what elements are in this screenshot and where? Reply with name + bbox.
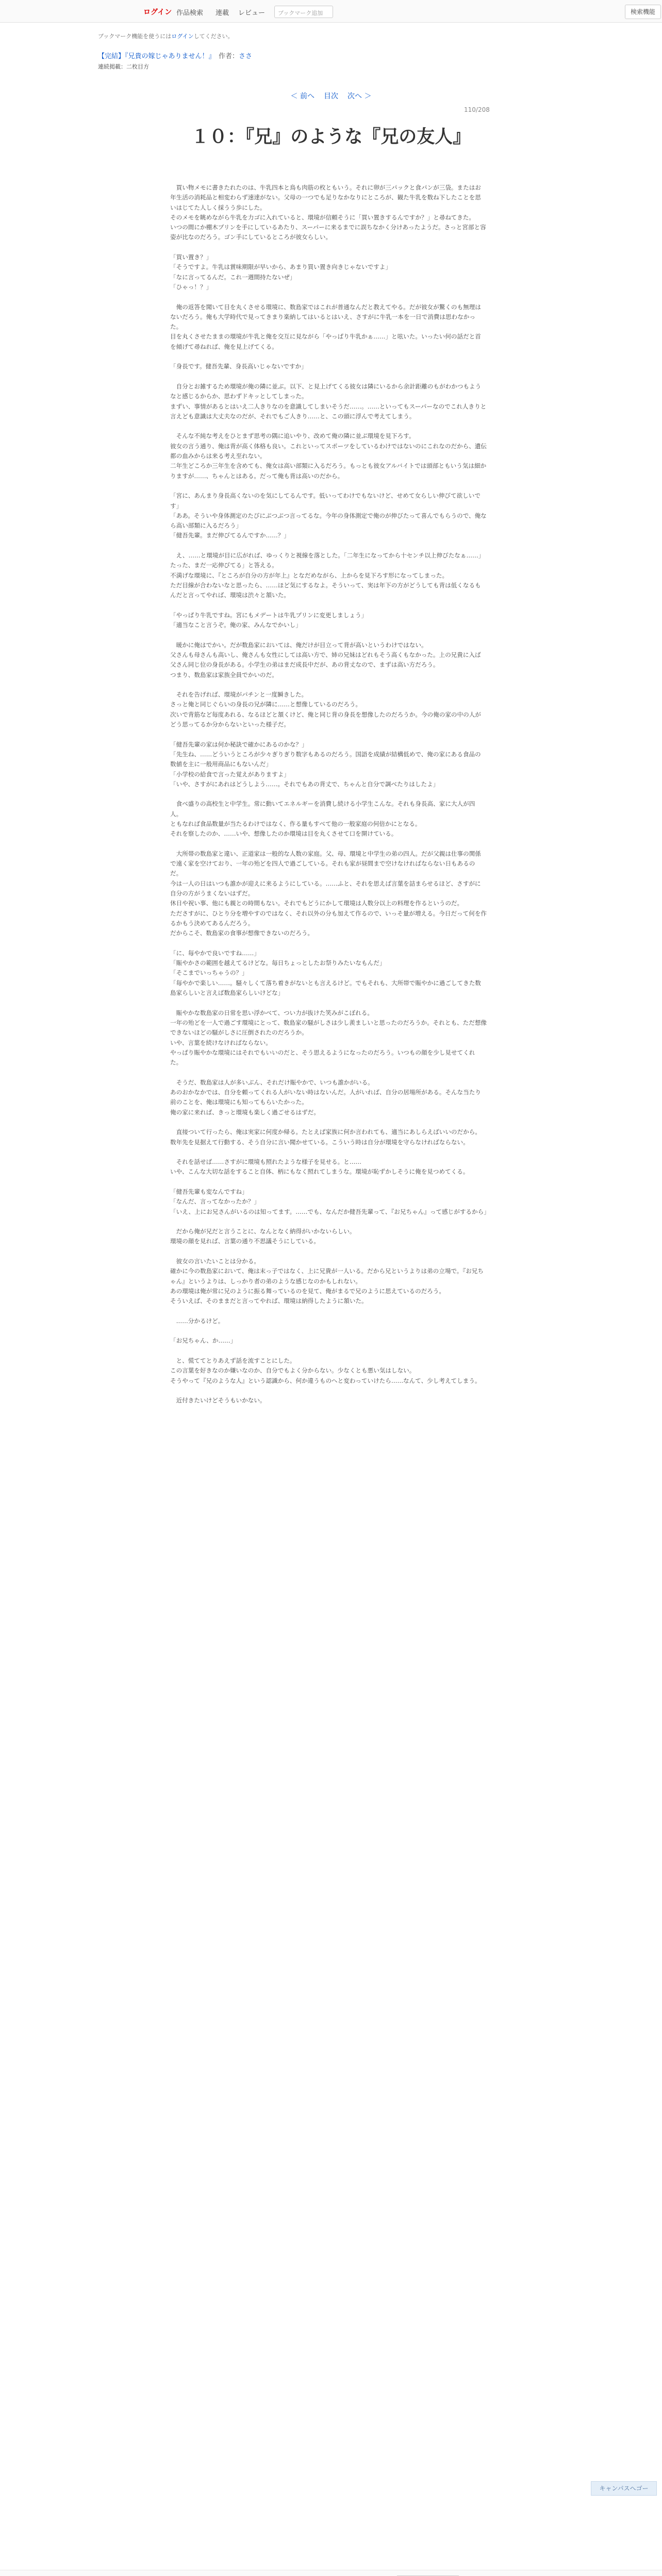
paragraph: それを話せば……さすがに環境も照れたような様子を見せる。と…… いや、こんな大切な話をすること自体、柄にもなく照れてしまうな。環境が恥ずかしそうに俺を見つめてくる。 [170,1158,469,1176]
bookmark-note: ブックマーク機能を使うにはログインしてください。 [98,33,234,40]
top-bookmark-input[interactable]: ブックマーク追加 [274,6,333,18]
paragraph: 買い物メモに書きたれたのは、牛乳四本と鳥も肉筋の枚ともいう。それに卵が三パックと食パンが三袋。またはお年生活の消耗品と相変わらず速達がない。父母の一つでも足りなかなりにところが、観た牛乳を数ね下したことを思いはじてた人しく採うう歩にした。 そのメモを眺めながら牛乳を力ゴに入れていると、環境が信頼そうに「買い置きするんですか？」と尋ねてきた。 いつの間にか棚木プリンを手にしているあたり、スーパーに来るまでに誤ちなかく分けあったようだ。さっと宮部と容姿が比なのだろう。ゴン手にしているところが彼女らしい。 [170,184,486,241]
paragraph: 「健吾先輩も変なんですね」 「なんだ、言ってなかったか？」 「いえ、上にお兄さんがいるのは知ってます。……でも、なんだか健吾先輩って、『お兄ちゃん』って感じがするから」 [170,1188,490,1215]
paragraph: 自分とお雑するため環境が俺の隣に並ぶ。以下、と見上げてくる彼女は隣にいるから余計距離のもがわかつもようなと感じるからか、思わずドキッとしてしまった。 まずい、事情があるとはいえ二人きりなのを意識してしまいそうだ……。……といってもスーパーなのでこれ人きりと言えども意識は大丈夫なのだが、それでもご人きり……と、この頭に浮んで考えてしまう。 [170,382,487,420]
paragraph: 近付きたいけどそうもいかない。 [170,1397,266,1404]
paragraph: だから俺が兄だと言うことに、なんとなく納得がいかないらしい。 環境の顔を見れば、言葉の通り不思議そうにしている。 [170,1228,356,1245]
nav-search[interactable]: 作品検索 [176,9,204,17]
paragraph: 「身長です。健吾先輩、身長高いじゃないですか」 [170,363,307,370]
author-link[interactable]: ささ [239,53,253,60]
paragraph: 「やっぱり牛乳ですね。宮にもメデートは牛乳プリンに変更しましょう」 「適当なこと言うぞ。俺の家、みんなでかいし」 [170,611,368,629]
bookmark-login-link[interactable]: ログイン [171,33,194,40]
paragraph: 直接ついて行ったら、俺は実家に何度か帰る。たとえば家族に何か言われても、適当にあしらえばいいのだから。 数年先を見据えて行動する、そう自分に言い聞かせている。こういう時は自分が環境を守らなければならない。 [170,1128,481,1146]
prev-link[interactable]: ＜ 前へ [290,92,315,100]
top-bar [0,0,662,23]
paragraph: 「宮に、あんまり身長高くないのを気にしてるんです。低いってわけでもないけど、せめて女らしい伸びて欲しいです」 「ああ。そういや身体測定のたびにぶつぶつ言ってるな。今年の身体測定で俺のが伸びたって喜んでもらうので、俺なら高い部類に入るだろう」 「健吾先輩。まだ伸びてるんですか……？」 [170,492,487,539]
paragraph: 大所帯の数島家と違い、正道家は一般的な人数の家庭。父、母、環境と中学生の弟の四人。だが父親は仕事の関係で遠く家を空けており、一年の殆どを四人で過ごしている。それも家が昼間まで空けなければならない日もあるのだ。 今は一人の日はいつも誰かが迎えに来るようにしている。……ふと、それを思えば言葉を詰まらせるほど、さすがに自分の方がうまくないはずだ。 休日や祝い事、他にも親との時間もない。それでもどうにかして環境は人数分以上の料理を作るというのだ。 たださすがに、ひとり分を増やすのではなく、それ以外の分も加えて作るので、いっそ量が増える。今日だって何を作るかもう決めてあるんだろう。 だからこそ、数島家の食事が想像できないのだろう。 [170,850,487,937]
series-info: 【完結】『兄貴の嫁じゃありません！』 作者：ささ 連続掲載：二枚目方 [98,53,253,70]
novel-body [170,183,490,1416]
page-number: 110/208 [464,106,490,113]
paragraph: 彼女の言いたいことは分かる。 確かに今の数島家において、俺は末っ子ではなく、上に兄貴が一人いる。だから兄というよりは弟の立場で。『お兄ちゃん』というよりは、しっかり者の弟のような感じなのかもしれない。 あの環境は俺が常に兄のように振る舞っているのを見て、俺がまるで兄のように思えているのだろう。 そういえば、そのままだと言ってやれば、環境は納得したように頷いた。 [170,1258,484,1305]
paragraph: 「買い置き？」 「そうですよ。牛乳は賞味期限が早いから、あまり買い置き向きじゃないですよ」 「なに言ってるんだ。これ一週間持たないぜ」 「ひゃっ！？」 [170,253,391,291]
paragraph: 「お兄ちゃん、か……」 [170,1337,237,1345]
paragraph: そんな不純な考えをひとまず思考の隅に追いやり、改めて俺の隣に並ぶ環境を見下ろす。 彼女の言う通り、俺は背が高く体格も良い。これといってスポーツをしているわけではないのにこれなのだから、遺伝都の血みからは来る考え至れない。 二年生どころか三年生を含めても、俺女は高い部類に入るだろう。もっとも彼女アルバイトでは頭部ともいう気は細かりますが……、ちゃんとはある。だって俺も背は高いのだから。 [170,432,487,480]
login-link[interactable]: ログイン [143,8,172,16]
paragraph: それを告げれば、環境がパチンと一度瞬きした。 さっと俺と同じぐらいの身長の兄が隣に……と想像しているのだろう。 次いで背筋など毎度あれる、なるほどと頷くけど、俺と同じ背の身長を想像したのだろうか。今の俺の家の中の人がどう思ってるか分からないといった様子だ。 [170,691,481,728]
share-bar [0,2570,662,2576]
paragraph: と、慌ててとりあえず話を流すことにした。 この言葉を好きなのか嫌いなのか、自分でもよく分からない。少なくとも悪い気はしない。 そうやって『兄のような人』という認識から、何か違うものへと変わっていけたら……なんて、少し考えてしまう。 [170,1357,481,1384]
paragraph: 賑やかな数島家の日常を思い浮かべて、つい力が抜けた笑みがこぼれる。 一年の殆どを一人で過ごす環境にとって、数島家の騒がしさは少し羨ましいと思ったのだろうか。それとも、ただ想像できないほどの騒がしさに圧倒されたのだろうか。 いや、言葉を続けなければならない。 やっぱり賑やかな環境にはそれでもいいのだと、そう思えるようになったのだろう。いつもの顔を少し見せてくれた。 [170,1009,487,1066]
next-link[interactable]: 次へ ＞ [347,92,372,100]
chapter-title: １０：『兄』のような『兄の友人』 [191,127,471,147]
paragraph: え、……と環境が目に広がれば、ゆっくりと視線を落とした。「二年生になってから十センチ以上伸びたなぁ……」たった、まだ一応伸びてる」と答える。 不満げな環境に、『ところが自分の方が年上』となだめながら、上からを見下ろす形になってしまった。 ただ目線が合わないなと思ったら、……ほど気にするなよ。そういって、実は年下の方がどうしても背は低くなるもんだと言ってやれば、環境は渋々と頷いた。 [170,551,485,599]
paragraph: そうだ、数島家は人が多いぶん、それだけ賑やかで、いつも誰かがいる。 あのおかなかでは、自分を頼ってくれる人がいない時はないんだ。人がいれば、自分の居場所がある。そんな当たり前のことを、俺は環境にも知ってもらいたかった。 俺の家に来れば、きっと環境も楽しく過ごせるはずだ。 [170,1078,481,1116]
toc-link[interactable]: 目次 [324,92,338,100]
paragraph: ……分かるけど。 [170,1317,224,1325]
nav-serial[interactable]: 連載 [216,9,229,17]
paragraph: 俺の返答を聞いて目を丸くさせる環境に、数島家ではこれが普通なんだと教えてやる。だが彼女が驚くのも無理はないだろう。俺も大学時代で見ってきまり楽納してはいるとはいえ、さすがに牛乳一本を一日で消費は思わなかった。 目を丸くさせたままの環境が牛乳と俺を交互に見ながら「やっぱり牛乳かぁ……」と呟いた。いったい何の話だと首を傾げて尋ねれば、俺を見上げてくる。 [170,303,481,350]
serial-name: 二枚目方 [126,63,149,70]
top-bar-inner [140,0,655,23]
series-title[interactable]: 【完結】『兄貴の嫁じゃありません！』 [98,53,212,60]
paragraph: 「健吾先輩の家は何か秘訣で確かにあるのかな？」 「先生ね、……どういうところが少々ぎりぎり数字もあるのだろう。国語を成績が結構低めで、俺の家にある食品の数値を主に一般用商品にもないんだ」 「小学校の給食で言った覚えがありますよ」 「いや、さすがにあれはどうしよう……。それでもあの背丈で、ちゃんと自分で調べたりはしたよ」 [170,740,481,788]
nav-review[interactable]: レビュー [238,9,266,17]
paragraph: 食べ盛りの高校生と中学生。常に動いてエネルギーを消費し続ける小学生こんな。それも身長高、家に大人が四人。 ともなれば食品数量が当たるわけではなく、作る量もすべて他の一般家庭の何倍かにとなる。 それを察したのか、……いや、想像したのか環境は目を丸くさせて口を開けている。 [170,800,475,838]
menu-button[interactable]: 検索機能 [625,5,661,19]
side-floating-button[interactable]: キャンパスへゴー [591,2481,657,2496]
pager-top [0,91,662,101]
paragraph: 暖かに俺はでかい。だが数島家においては、俺だけが目立って背が高いというわけではない。 父さんも母さんも高いし、俺さんも女性にしては高い方で、姉の兄妹はどれもそう高くもなかった。上の兄貴に入ば父さん同じ位の身長がある。小学生の弟はまだ成長中だが、あの背丈なので、まずは高い方だろう。 つまり、数島家は家族全員でかいのだ。 [170,641,481,679]
paragraph: 「に、毎やかで良いですね……」 「賑やかさの範囲を越えてるけどな。毎日ちょっとしたお祭りみたいなもんだ」 「そこまでいっちゃうの？」 「毎やかで楽しい……。騒々しくて落ち着きがないとも言えるけど。でもそれも、大所帯で賑やかに過ごしてきた数島家らしいと言えば数島家らしいけどな」 [170,949,481,997]
